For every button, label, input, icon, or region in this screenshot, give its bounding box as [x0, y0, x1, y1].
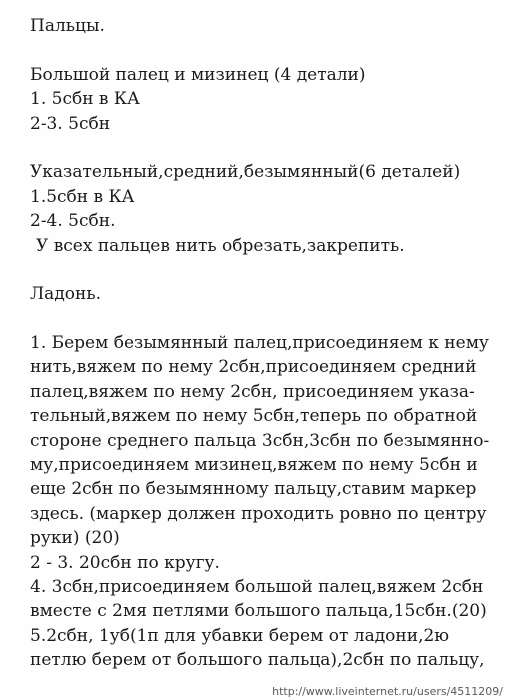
paragraph-line: 5.2сбн, 1уб(1п для убавки берем от ладони,2ю [30, 625, 450, 646]
paragraph-line: му,присоединяем мизинец,вяжем по нему 5сбн и [30, 455, 478, 476]
instruction-line: 1. 5сбн в КА [30, 89, 140, 110]
subheading-other-fingers: Указательный,средний,безымянный(6 деталей) [30, 162, 461, 183]
paragraph-line: нить,вяжем по нему 2сбн,присоединяем средний [30, 357, 477, 378]
paragraph-line: петлю берем от большого пальца),2сбн по пальцу, [30, 650, 485, 671]
paragraph-line: вместе с 2мя петлями большого пальца,15сбн.(20) [30, 601, 487, 622]
paragraph-line: тельный,вяжем по нему 5сбн,теперь по обратной [30, 406, 478, 427]
paragraph-line: 2 - 3. 20сбн по кругу. [30, 552, 220, 573]
instruction-line: 1.5сбн в КА [30, 186, 135, 207]
instruction-line: 2-3. 5сбн [30, 113, 111, 134]
paragraph-line: палец,вяжем по нему 2сбн, присоединяем указа- [30, 381, 475, 402]
instruction-line: 2-4. 5сбн. [30, 211, 116, 232]
source-watermark: http://www.liveinternet.ru/users/4511209/ [272, 685, 503, 698]
blank-line [30, 258, 500, 282]
blank-line [30, 307, 500, 331]
instruction-line: У всех пальцев нить обрезать,закрепить. [36, 235, 405, 256]
section-title-fingers: Пальцы. [30, 16, 105, 36]
blank-line [30, 38, 500, 62]
document-text [30, 14, 500, 673]
subheading-thumb-pinky: Большой палец и мизинец (4 детали) [30, 64, 366, 85]
paragraph-line: стороне среднего пальца 3сбн,3сбн по безымянно- [30, 430, 490, 451]
section-title-palm: Ладонь. [30, 284, 102, 305]
paragraph-line: 1. Берем безымянный палец,присоединяем к нему [30, 333, 489, 354]
paragraph-line: руки) (20) [30, 528, 120, 549]
paragraph-line: еще 2сбн по безымянному пальцу,ставим маркер [30, 479, 477, 500]
blank-line [30, 136, 500, 160]
paragraph-line: здесь. (маркер должен проходить ровно по центру [30, 503, 487, 524]
paragraph-line: 4. 3сбн,присоединяем большой палец,вяжем 2сбн [30, 576, 484, 597]
